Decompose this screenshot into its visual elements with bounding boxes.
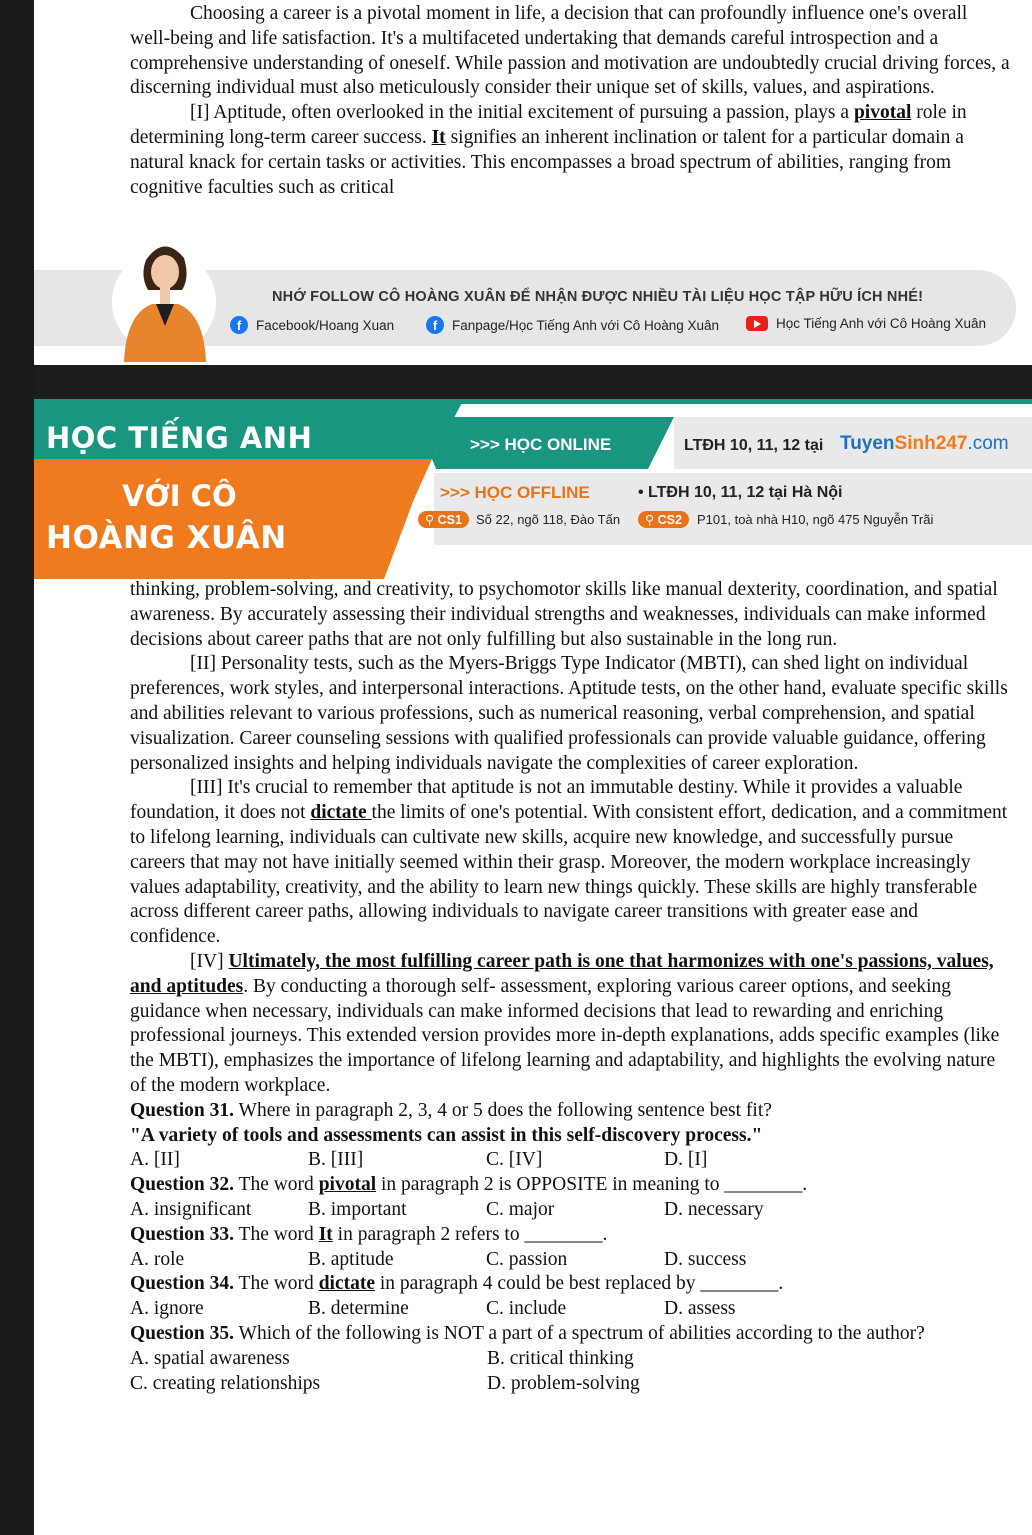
question-keyword: pivotal bbox=[318, 1174, 377, 1196]
question-34-options bbox=[130, 1297, 1010, 1322]
text-run: [I] Aptitude, often overlooked in the initial excitement of pursuing a passion, plays a bbox=[190, 102, 854, 124]
brand-line-3: HOÀNG XUÂN bbox=[46, 520, 287, 556]
option-b[interactable]: B. aptitude bbox=[308, 1248, 394, 1270]
question-33 bbox=[130, 1223, 1010, 1248]
question-text: The word bbox=[234, 1174, 319, 1196]
underlined-sentence: Ultimately, the most fulfilling career path is one that harmonizes with one's passions, values, and aptitudes bbox=[130, 950, 994, 997]
text-run: [IV] bbox=[190, 950, 229, 972]
offline-label: >>> HỌC OFFLINE bbox=[440, 483, 590, 502]
question-text: Where in paragraph 2, 3, 4 or 5 does the following sentence best fit? bbox=[234, 1099, 772, 1121]
question-keyword: It bbox=[318, 1223, 333, 1245]
question-label: Question 33. bbox=[130, 1223, 235, 1245]
school-banner bbox=[34, 399, 1032, 579]
offline-desc: • LTĐH 10, 11, 12 tại Hà Nội bbox=[638, 484, 843, 501]
option-c[interactable]: C. creating relationships bbox=[130, 1372, 321, 1394]
paragraph-3: [II] Personality tests, such as the Myers-Briggs Type Indicator (MBTI), can shed light on individual preferences, work styles, and interpersonal interactions. Aptitude tests, on the other hand, evaluate specific skills and abilities relevant to various professions, such as numerical reasoning, verbal comprehension, and spatial visualization. Career counseling sessions with qualified professionals can provide valuable guidance, offering personalized insights and helping individuals navigate the complexities of career exploration. bbox=[130, 653, 1008, 774]
option-a[interactable]: A. spatial awareness bbox=[130, 1347, 290, 1369]
option-c[interactable]: C. passion bbox=[486, 1248, 568, 1270]
divider-bar bbox=[34, 365, 1032, 399]
online-desc: LTĐH 10, 11, 12 tại bbox=[684, 437, 824, 454]
question-35 bbox=[130, 1322, 1010, 1347]
question-32-options bbox=[130, 1198, 1010, 1223]
option-a[interactable]: A. role bbox=[130, 1248, 185, 1270]
cs2-label: CS2 bbox=[657, 513, 682, 527]
youtube-icon bbox=[746, 316, 768, 331]
option-d[interactable]: D. success bbox=[664, 1248, 747, 1270]
question-text: The word bbox=[234, 1223, 319, 1245]
teacher-avatar bbox=[112, 230, 216, 362]
paragraph-1: Choosing a career is a pivotal moment in life, a decision that can profoundly influence one's overall well-being and life satisfaction. It's a multifaceted undertaking that demands careful introspection and a comprehensive understanding of oneself. While passion and motivation are undoubtedly crucial driving forces, a discerning individual must also meticulously consider their unique set of skills, values, and aspirations. bbox=[130, 3, 1010, 99]
option-b[interactable]: B. determine bbox=[308, 1298, 409, 1320]
location-pin-icon: ⚲ bbox=[645, 513, 658, 527]
facebook-icon: f bbox=[230, 316, 248, 334]
text-run: the limits of one's potential. With consistent effort, dedication, and a commitment to lifelong learning, individuals can cultivate new skills, acquire new knowledge, and successfully pursue careers that may not have initially seemed within their grasp. Moreover, the modern workplace increasingly values adaptability, creativity, and the ability to learn new things quickly. These skills are highly transferable across different career paths, allowing individuals to navigate career transitions with greater ease and confidence. bbox=[130, 802, 1008, 948]
location-pin-icon: ⚲ bbox=[425, 513, 438, 527]
facebook-link[interactable] bbox=[230, 316, 394, 334]
question-33-options bbox=[130, 1248, 1010, 1273]
passage-bottom bbox=[130, 578, 1010, 1396]
youtube-label: Học Tiếng Anh với Cô Hoàng Xuân bbox=[776, 316, 986, 331]
facebook-label: Facebook/Hoang Xuan bbox=[256, 317, 395, 333]
cs2-badge bbox=[638, 511, 689, 528]
youtube-link[interactable] bbox=[746, 316, 986, 331]
option-b[interactable]: B. important bbox=[308, 1198, 407, 1220]
option-a[interactable]: A. ignore bbox=[130, 1298, 204, 1320]
document-page bbox=[34, 0, 1032, 1535]
question-label: Question 32. bbox=[130, 1174, 235, 1196]
site-logo-part: Tuyen bbox=[840, 433, 895, 454]
cs1-badge bbox=[418, 511, 469, 528]
question-text: in paragraph 4 could be best replaced by ________. bbox=[375, 1273, 784, 1295]
question-label: Question 34. bbox=[130, 1273, 235, 1295]
paragraph-5 bbox=[130, 950, 1010, 1099]
question-label: Question 31. bbox=[130, 1099, 235, 1121]
question-keyword: dictate bbox=[318, 1273, 375, 1295]
option-d[interactable]: D. problem-solving bbox=[487, 1372, 640, 1394]
brand-line-1: HỌC TIẾNG ANH bbox=[46, 421, 313, 455]
cs1-address: Số 22, ngõ 118, Đào Tấn bbox=[476, 512, 621, 527]
facebook-icon: f bbox=[426, 316, 444, 334]
option-c[interactable]: C. include bbox=[486, 1298, 567, 1320]
question-text: in paragraph 2 is OPPOSITE in meaning to ________. bbox=[376, 1174, 808, 1196]
option-a[interactable]: A. [II] bbox=[130, 1149, 180, 1171]
text-run: [III] It's crucial to remember that aptitude is not an immutable destiny. While it provides a valuable foundation, it does not bbox=[130, 777, 963, 824]
site-logo-part: .com bbox=[967, 433, 1009, 454]
option-d[interactable]: D. assess bbox=[664, 1298, 736, 1320]
word-dictate: dictate bbox=[310, 802, 372, 824]
question-text: Which of the following is NOT a part of a spectrum of abilities according to the author? bbox=[234, 1322, 925, 1344]
fanpage-link[interactable] bbox=[426, 316, 719, 334]
text-run: . By conducting a thorough self- assessment, exploring various career options, and seeking guidance when necessary, individuals can make informed decisions that lead to rewarding and enriching professional journeys. This extended version provides more in-depth explanations, adds specific examples (like the MBTI), emphasizes the importance of lifelong learning and adaptability, and highlights the evolving nature of the modern workplace. bbox=[130, 975, 1000, 1096]
question-35-options-row-2 bbox=[130, 1372, 1010, 1397]
question-31-quote: "A variety of tools and assessments can assist in this self-discovery process." bbox=[130, 1124, 763, 1146]
word-it: It bbox=[431, 126, 446, 148]
follow-title: NHỚ FOLLOW CÔ HOÀNG XUÂN ĐỂ NHẬN ĐƯỢC NHIỀU TÀI LIỆU HỌC TẬP HỮU ÍCH NHÉ! bbox=[272, 289, 924, 305]
question-text: in paragraph 2 refers to ________. bbox=[332, 1223, 608, 1245]
passage-top bbox=[130, 2, 1010, 200]
option-c[interactable]: C. [IV] bbox=[486, 1149, 543, 1171]
word-pivotal: pivotal bbox=[853, 102, 912, 124]
option-d[interactable]: D. necessary bbox=[664, 1198, 764, 1220]
text-run: role in determining long-term career success. bbox=[130, 102, 967, 148]
option-b[interactable]: B. [III] bbox=[308, 1149, 364, 1171]
text-run: signifies an inherent inclination or talent for a particular domain a natural knack for certain tasks or activities. This encompasses a broad spectrum of abilities, ranging from cognitive faculties such as critical bbox=[130, 126, 964, 198]
site-logo-part: Sinh247 bbox=[894, 433, 968, 454]
paragraph-4 bbox=[130, 776, 1010, 950]
question-34 bbox=[130, 1272, 1010, 1297]
cs1-label: CS1 bbox=[437, 513, 462, 527]
follow-banner bbox=[34, 228, 1032, 364]
option-c[interactable]: C. major bbox=[486, 1198, 555, 1220]
site-logo[interactable] bbox=[840, 433, 1009, 455]
fanpage-label: Fanpage/Học Tiếng Anh với Cô Hoàng Xuân bbox=[452, 317, 720, 333]
question-text: The word bbox=[234, 1273, 319, 1295]
question-31-options bbox=[130, 1148, 1010, 1173]
question-35-options-row-1 bbox=[130, 1347, 1010, 1372]
question-31 bbox=[130, 1099, 1010, 1124]
brand-line-2: VỚI CÔ bbox=[122, 479, 237, 513]
option-d[interactable]: D. [I] bbox=[664, 1149, 708, 1171]
option-a[interactable]: A. insignificant bbox=[130, 1198, 252, 1220]
online-label: >>> HỌC ONLINE bbox=[470, 435, 612, 454]
cs2-address: P101, toà nhà H10, ngõ 475 Nguyễn Trãi bbox=[697, 512, 934, 527]
option-b[interactable]: B. critical thinking bbox=[487, 1347, 634, 1369]
question-label: Question 35. bbox=[130, 1322, 235, 1344]
paragraph-2-continued: thinking, problem-solving, and creativity, to psychomotor skills like manual dexterity, coordination, and spatial awareness. By accurately assessing their individual strengths and weaknesses, individuals can make informed decisions about career paths that are not only fulfilling but also sustainable in the long run. bbox=[130, 579, 998, 650]
paragraph-2 bbox=[130, 101, 1010, 200]
question-32 bbox=[130, 1173, 1010, 1198]
